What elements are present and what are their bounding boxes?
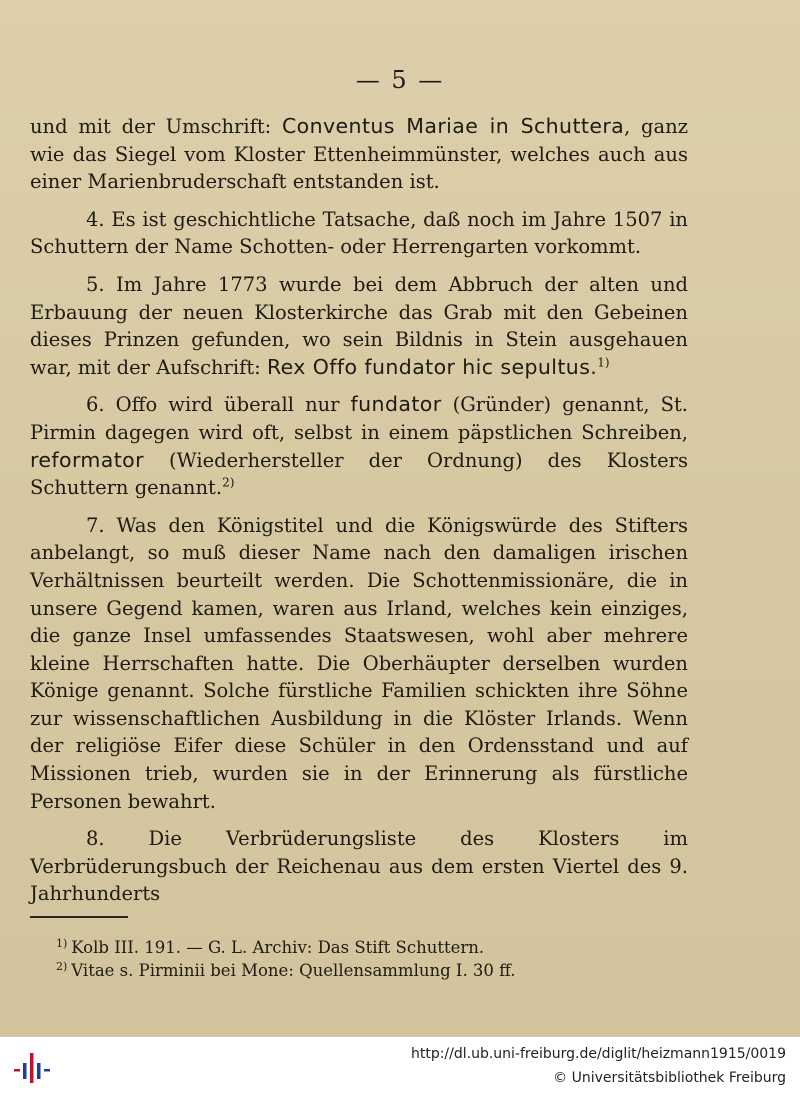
footnote-2-text: Vitae s. Pirminii bei Mone: Quellensammlung I. 30 ff. bbox=[71, 961, 516, 980]
footnote-ref-1[interactable]: 1) bbox=[597, 355, 610, 370]
footnote-1-mark: 1) bbox=[56, 936, 68, 950]
page-number: — 5 — bbox=[355, 66, 445, 94]
paragraph-6 bbox=[30, 391, 688, 501]
footnote-divider bbox=[30, 916, 128, 918]
latin-inscription-rex-offo: Rex Offo fundator hic sepultus. bbox=[266, 354, 598, 379]
paragraph-1-text-end: , ganz wie das Siegel vom Kloster Ettenheimmünster, welches auch aus einer Marienbruderschaft entstanden ist. bbox=[30, 115, 688, 194]
paragraph-6-text-end: (Wiederhersteller der Ordnung) des Klosters Schuttern genannt. bbox=[30, 448, 688, 500]
ub-freiburg-logo-icon[interactable] bbox=[12, 1047, 52, 1087]
footnote-1 bbox=[56, 936, 676, 959]
latin-inscription: Conventus Mariae in Schuttera bbox=[281, 114, 625, 138]
viewer-footer bbox=[0, 1036, 800, 1095]
footnotes bbox=[56, 936, 676, 982]
footnote-2 bbox=[56, 959, 676, 982]
paragraph-5 bbox=[30, 271, 688, 381]
body-text bbox=[30, 113, 688, 918]
paragraph-4: 4. Es ist geschichtliche Tatsache, daß noch im Jahre 1507 in Schuttern der Name Schotten- oder Herrengarten vorkommt. bbox=[30, 207, 688, 259]
paragraph-1 bbox=[30, 113, 688, 196]
footnote-1-text: Kolb III. 191. — G. L. Archiv: Das Stift Schuttern. bbox=[71, 938, 485, 957]
paragraph-8: 8. Die Verbrüderungsliste des Klosters im Verbrüderungsbuch der Reichenau aus dem ersten Viertel des 9. Jahrhunderts bbox=[30, 827, 688, 906]
paragraph-6-text-mid: (Gründer) genannt, St. Pirmin dagegen wird oft, selbst in einem päpstlichen Schreiben, bbox=[30, 393, 688, 444]
permalink-url[interactable]: http://dl.ub.uni-freiburg.de/diglit/heizmann1915/0019 bbox=[410, 1046, 786, 1062]
latin-reformator: reformator bbox=[30, 447, 144, 472]
footnote-2-mark: 2) bbox=[56, 959, 68, 973]
paragraph-6-text: 6. Offo wird überall nur bbox=[86, 393, 351, 417]
latin-fundator: fundator bbox=[350, 392, 442, 417]
copyright-notice: © Universitätsbibliothek Freiburg bbox=[553, 1070, 786, 1086]
paragraph-1-text: und mit der Umschrift: bbox=[30, 115, 282, 138]
paragraph-5-text: 5. Im Jahre 1773 wurde bei dem Abbruch der alten und Erbauung der neuen Klosterkirche das Grab mit den Gebeinen dieses Prinzen gefunden, wo sein Bildnis in Stein ausgehauen war, mit der Aufschrift: bbox=[30, 272, 688, 379]
footnote-ref-2[interactable]: 2) bbox=[222, 475, 235, 490]
paragraph-7: 7. Was den Königstitel und die Königswürde des Stifters anbelangt, so muß dieser Name nach den damaligen irischen Verhältnissen beurteilt werden. Die Schottenmissionäre, die in unsere Gegend kamen, waren aus Irland, welches kein einziges, die ganze Insel umfassendes Staatswesen, wohl aber mehrere kleine Herrschaften hatte. Die Oberhäupter derselben wurden Könige genannt. Solche fürstliche Familien schickten ihre Söhne zur wissenschaftlichen Ausbildung in die Klöster Irlands. Wenn der religiöse Eifer diese Schüler in den Ordensstand und auf Missionen trieb, wurden sie in der Erinnerung als fürstliche Personen bewahrt. bbox=[30, 513, 688, 813]
